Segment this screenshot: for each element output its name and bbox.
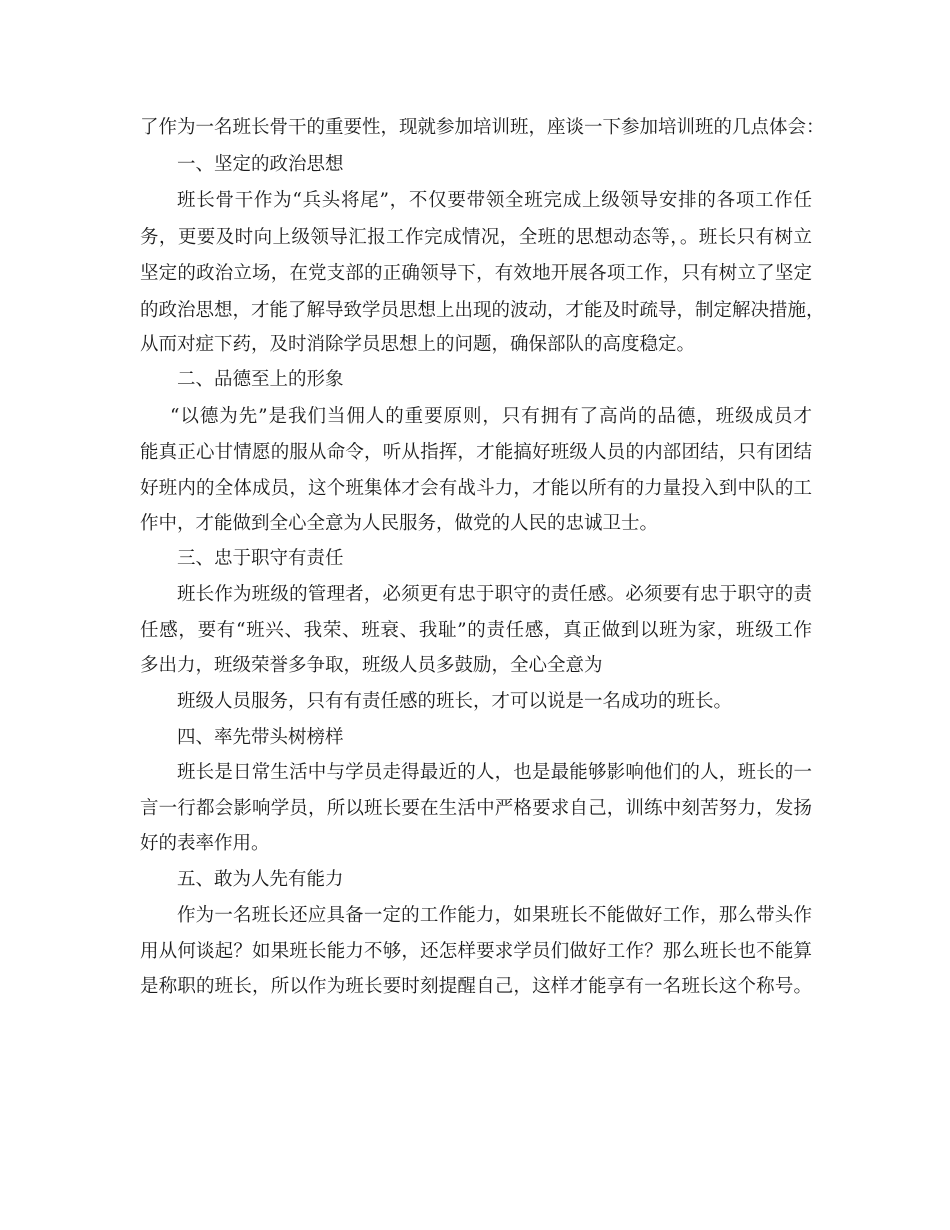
section-heading: 二、品德至上的形象	[177, 369, 344, 390]
text-line: 作为一名班长还应具备一定的工作能力，如果班长不能做好工作，那么带头作	[177, 905, 812, 926]
text-line: 多出力，班级荣誉多争取，班级人员多鼓励，全心全意为	[140, 655, 603, 676]
text-line: 是称职的班长，所以作为班长要时刻提醒自己，这样才能享有一名班长这个称号。	[140, 976, 812, 997]
text-line: 任感，要有“班兴、我荣、班衰、我耻”的责任感，真正做到以班为家，班级工作	[140, 620, 812, 641]
text-line: 了作为一名班长骨干的重要性，现就参加培训班，座谈一下参加培训班的几点体会：	[140, 117, 825, 138]
section-heading: 三、忠于职守有责任	[177, 548, 344, 569]
text-line: 作中，才能做到全心全意为人民服务，做党的人民的忠诚卫士。	[140, 513, 659, 534]
text-line: 班级人员服务，只有有责任感的班长，才可以说是一名成功的班长。	[177, 691, 733, 712]
section-heading: 五、敢为人先有能力	[177, 869, 344, 890]
text-line: 好班内的全体成员，这个班集体才会有战斗力，才能以所有的力量投入到中队的工	[140, 478, 812, 499]
text-line: 班长作为班级的管理者，必须更有忠于职守的责任感。必须要有忠于职守的责	[177, 584, 812, 605]
text-line: 言一行都会影响学员，所以班长要在生活中严格要求自己，训练中刻苦努力，发扬	[140, 798, 812, 819]
text-line: 能真正心甘情愿的服从命令，听从指挥，才能搞好班级人员的内部团结，只有团结	[140, 442, 812, 463]
text-line: 务，更要及时向上级领导汇报工作完成情况，全班的思想动态等，。班长只有树立	[140, 227, 812, 248]
section-heading: 一、坚定的政治思想	[177, 154, 344, 175]
text-line: 班长骨干作为“兵头将尾”，不仅要带领全班完成上级领导安排的各项工作任	[177, 190, 812, 211]
text-line: 坚定的政治立场，在党支部的正确领导下，有效地开展各项工作，只有树立了坚定	[140, 263, 812, 284]
text-line: 班长是日常生活中与学员走得最近的人，也是最能够影响他们的人，班长的一	[177, 762, 812, 783]
text-line: 的政治思想，才能了解导致学员思想上出现的波动，才能及时疏导，制定解决措施，	[140, 300, 825, 321]
text-line: 用从何谈起？如果班长能力不够，还怎样要求学员们做好工作？那么班长也不能算	[140, 941, 812, 962]
text-line: 从而对症下药，及时消除学员思想上的问题，确保部队的高度稳定。	[140, 334, 696, 355]
section-heading: 四、率先带头树榜样	[177, 727, 344, 748]
text-line: “以德为先”是我们当佣人的重要原则，只有拥有了高尚的品德，班级成员才	[170, 406, 812, 427]
text-line: 好的表率作用。	[140, 833, 270, 854]
